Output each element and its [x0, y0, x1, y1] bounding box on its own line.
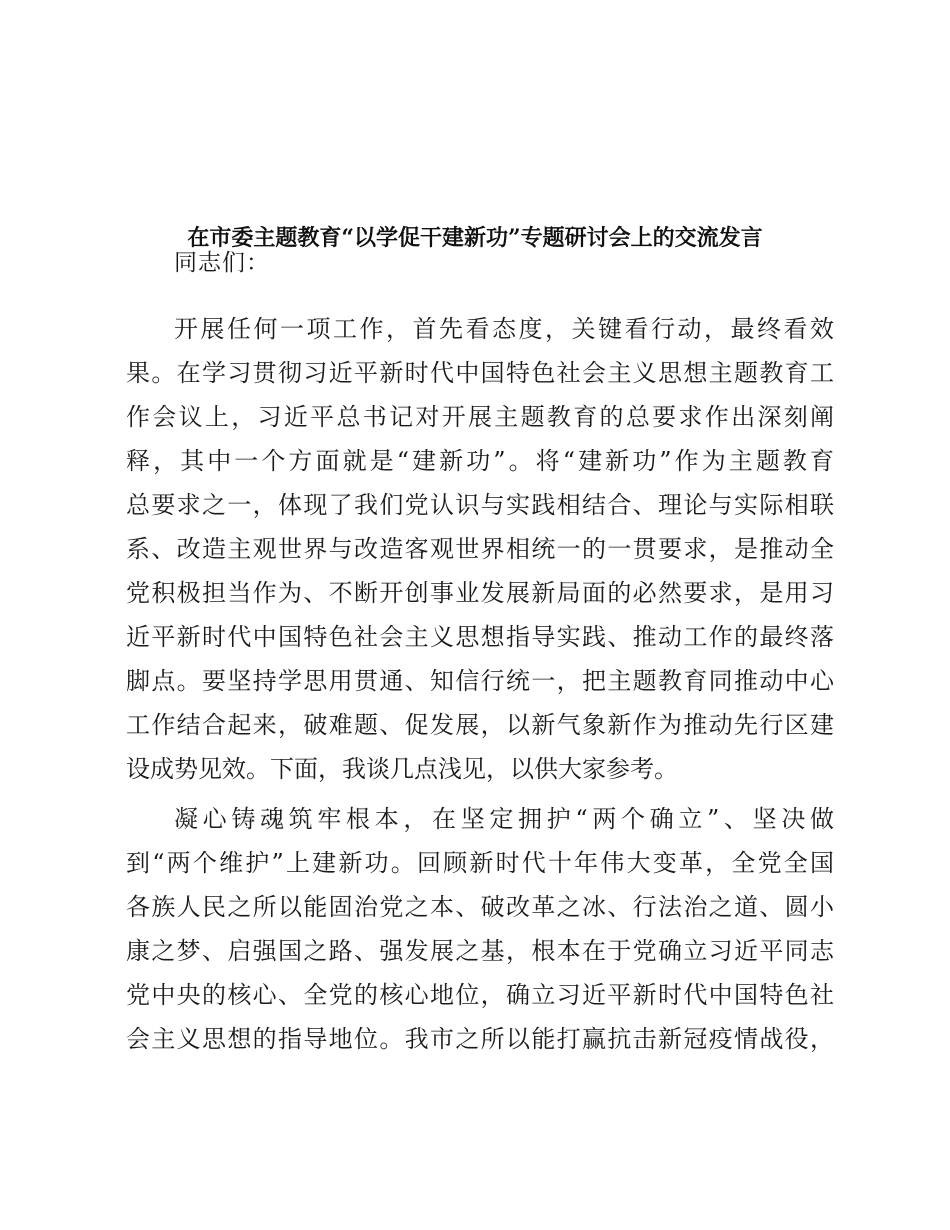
paragraph-line: 康之梦、启强国之路、强发展之基，根本在于党确立习近平同志: [126, 937, 834, 965]
paragraph-line: 果。在学习贯彻习近平新时代中国特色社会主义思想主题教育工: [126, 359, 834, 387]
salutation-text: 同志们：: [174, 250, 270, 276]
paragraph-line: 凝心铸魂筑牢根本，在坚定拥护“两个确立”、坚决做: [174, 805, 834, 833]
paragraph-line: 党中央的核心、全党的核心地位，确立习近平新时代中国特色社: [126, 981, 834, 1009]
paragraph-line: 会主义思想的指导地位。我市之所以能打赢抗击新冠疫情战役，: [126, 1025, 834, 1053]
paragraph-line: 工作结合起来，破难题、促发展，以新气象新作为推动先行区建: [126, 711, 834, 739]
paragraph-line: 总要求之一，体现了我们党认识与实践相结合、理论与实际相联: [126, 491, 834, 519]
paragraph-line: 各族人民之所以能固治党之本、破改革之冰、行法治之道、圆小: [126, 893, 834, 921]
paragraph-line: 党积极担当作为、不断开创事业发展新局面的必然要求，是用习: [126, 579, 834, 607]
salutation: [174, 230, 774, 275]
paragraph-line: 释，其中一个方面就是“建新功”。将“建新功”作为主题教育: [126, 447, 834, 475]
paragraph-1: [126, 307, 834, 791]
paragraph-line: 脚点。要坚持学思用贯通、知信行统一，把主题教育同推动中心: [126, 667, 834, 695]
paragraph-line: 开展任何一项工作，首先看态度，关键看行动，最终看效: [174, 315, 834, 343]
document-title: 在市委主题教育“以学促干建新功”专题研讨会上的交流发言: [187, 225, 763, 251]
paragraph-line: 作会议上，习近平总书记对开展主题教育的总要求作出深刻阐: [126, 403, 834, 431]
paragraph-line: 系、改造主观世界与改造客观世界相统一的一贯要求，是推动全: [126, 535, 834, 563]
paragraph-line: 设成势见效。下面，我谈几点浅见，以供大家参考。: [126, 755, 678, 783]
paragraph-line: 到“两个维护”上建新功。回顾新时代十年伟大变革，全党全国: [126, 849, 834, 877]
paragraph-2: [126, 797, 834, 1061]
paragraph-line: 近平新时代中国特色社会主义思想指导实践、推动工作的最终落: [126, 623, 834, 651]
